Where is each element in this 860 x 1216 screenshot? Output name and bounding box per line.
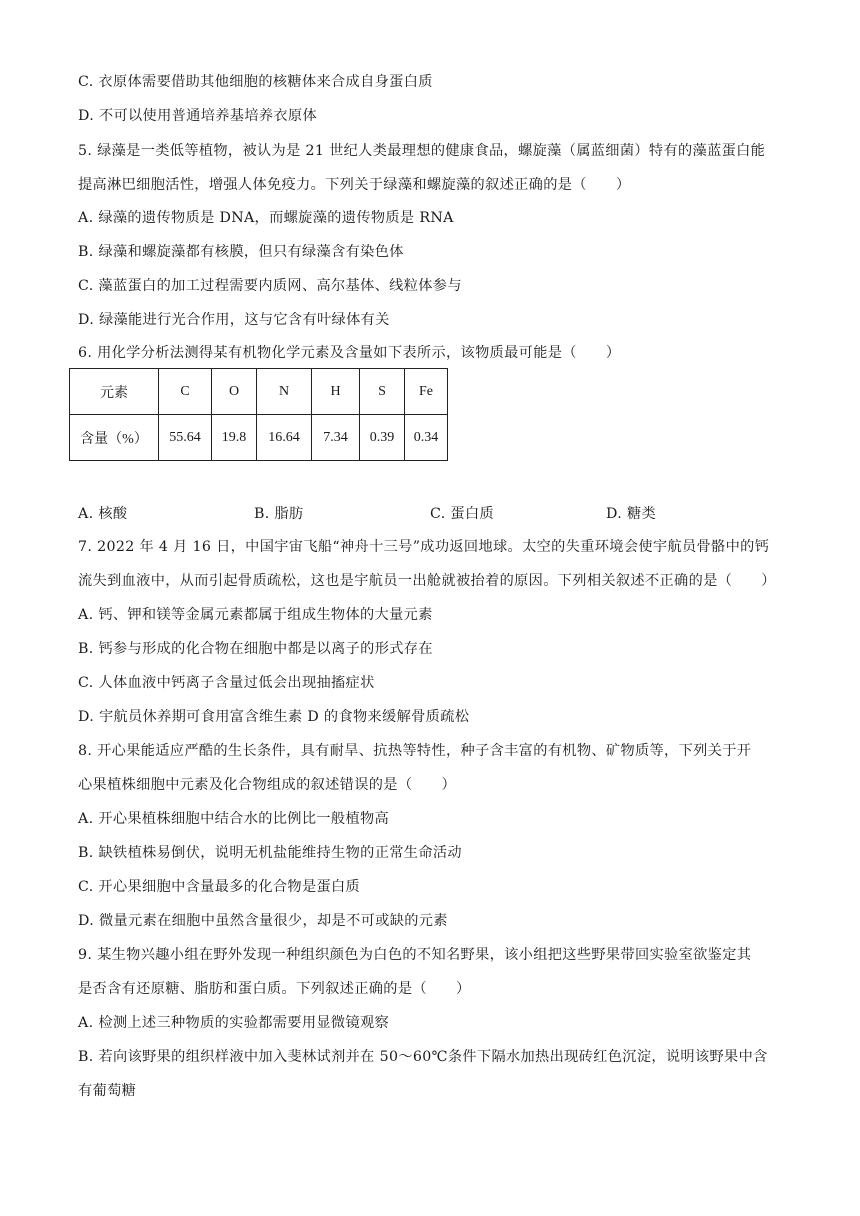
q9-option-b-line2: 有葡萄糖: [78, 1083, 137, 1099]
q6-option-c: C. 蛋白质: [430, 506, 495, 522]
content-cell: 0.34: [405, 415, 448, 461]
q5-stem-line1: 5. 绿藻是一类低等植物，被认为是 21 世纪人类最理想的健康食品，螺旋藻（属蓝细菌）特有的藻蓝蛋白能: [78, 143, 766, 159]
element-header-cell: 元素: [70, 369, 159, 415]
q7-stem-line1: 7. 2022 年 4 月 16 日，中国宇宙飞船“神舟十三号”成功返回地球。太空的失重环境会使宇航员骨骼中的钙: [78, 539, 770, 555]
content-header-cell: 含量（%）: [70, 415, 159, 461]
q8-option-d: D. 微量元素在细胞中虽然含量很少，却是不可或缺的元素: [78, 913, 448, 929]
element-cell: O: [212, 369, 257, 415]
q7-stem-line2: 流失到血液中，从而引起骨质疏松，这也是宇航员一出舱就被抬着的原因。下列相关叙述不正确的是（ ）: [78, 573, 776, 589]
q7-option-a: A. 钙、钾和镁等金属元素都属于组成生物体的大量元素: [78, 607, 433, 623]
q9-stem-line2: 是否含有还原糖、脂肪和蛋白质。下列叙述正确的是（ ）: [78, 981, 471, 997]
element-cell: H: [312, 369, 360, 415]
q4-option-c: C. 衣原体需要借助其他细胞的核糖体来合成自身蛋白质: [78, 74, 433, 90]
q7-option-c: C. 人体血液中钙离子含量过低会出现抽搐症状: [78, 675, 375, 691]
element-cell: Fe: [405, 369, 448, 415]
content-cell: 55.64: [159, 415, 212, 461]
q4-option-d: D. 不可以使用普通培养基培养衣原体: [78, 108, 318, 124]
element-row: [70, 369, 448, 415]
content-cell: 16.64: [257, 415, 312, 461]
content-cell: 7.34: [312, 415, 360, 461]
q5-option-b: B. 绿藻和螺旋藻都有核膜，但只有绿藻含有染色体: [78, 244, 404, 260]
q8-option-b: B. 缺铁植株易倒伏，说明无机盐能维持生物的正常生命活动: [78, 845, 462, 861]
q6-option-d: D. 糖类: [606, 506, 657, 522]
q6-option-b: B. 脂肪: [254, 506, 304, 522]
q6-stem: 6. 用化学分析法测得某有机物化学元素及含量如下表所示，该物质最可能是（ ）: [78, 345, 621, 361]
q7-option-b: B. 钙参与形成的化合物在细胞中都是以离子的形式存在: [78, 641, 433, 657]
element-cell: C: [159, 369, 212, 415]
q8-option-c: C. 开心果细胞中含量最多的化合物是蛋白质: [78, 879, 361, 895]
q5-option-a: A. 绿藻的遗传物质是 DNA，而螺旋藻的遗传物质是 RNA: [78, 210, 454, 226]
q9-option-a: A. 检测上述三种物质的实验都需要用显微镜观察: [78, 1015, 390, 1031]
content-cell: 0.39: [360, 415, 405, 461]
content-row: [70, 415, 448, 461]
q6-option-a: A. 核酸: [78, 506, 128, 522]
q9-option-b-line1: B. 若向该野果的组织样液中加入斐林试剂并在 50～60℃条件下隔水加热出现砖红色沉淀，说明该野果中含: [78, 1049, 768, 1065]
element-cell: N: [257, 369, 312, 415]
q8-stem-line2: 心果植株细胞中元素及化合物组成的叙述错误的是（ ）: [78, 777, 456, 793]
element-cell: S: [360, 369, 405, 415]
q8-stem-line1: 8. 开心果能适应严酷的生长条件，具有耐旱、抗热等特性，种子含丰富的有机物、矿物质等，下列关于开: [78, 743, 752, 759]
q5-option-c: C. 藻蓝蛋白的加工过程需要内质网、高尔基体、线粒体参与: [78, 278, 462, 294]
q8-option-a: A. 开心果植株细胞中结合水的比例比一般植物高: [78, 811, 390, 827]
content-cell: 19.8: [212, 415, 257, 461]
q9-stem-line1: 9. 某生物兴趣小组在野外发现一种组织颜色为白色的不知名野果，该小组把这些野果带回实验室欲鉴定其: [78, 947, 752, 963]
q7-option-d: D. 宇航员休养期可食用富含维生素 D 的食物来缓解骨质疏松: [78, 709, 470, 725]
q6-options: [0, 505, 860, 523]
q5-stem-line2: 提高淋巴细胞活性，增强人体免疫力。下列关于绿藻和螺旋藻的叙述正确的是（ ）: [78, 177, 631, 193]
element-content-table: [69, 368, 448, 461]
q5-option-d: D. 绿藻能进行光合作用，这与它含有叶绿体有关: [78, 312, 390, 328]
